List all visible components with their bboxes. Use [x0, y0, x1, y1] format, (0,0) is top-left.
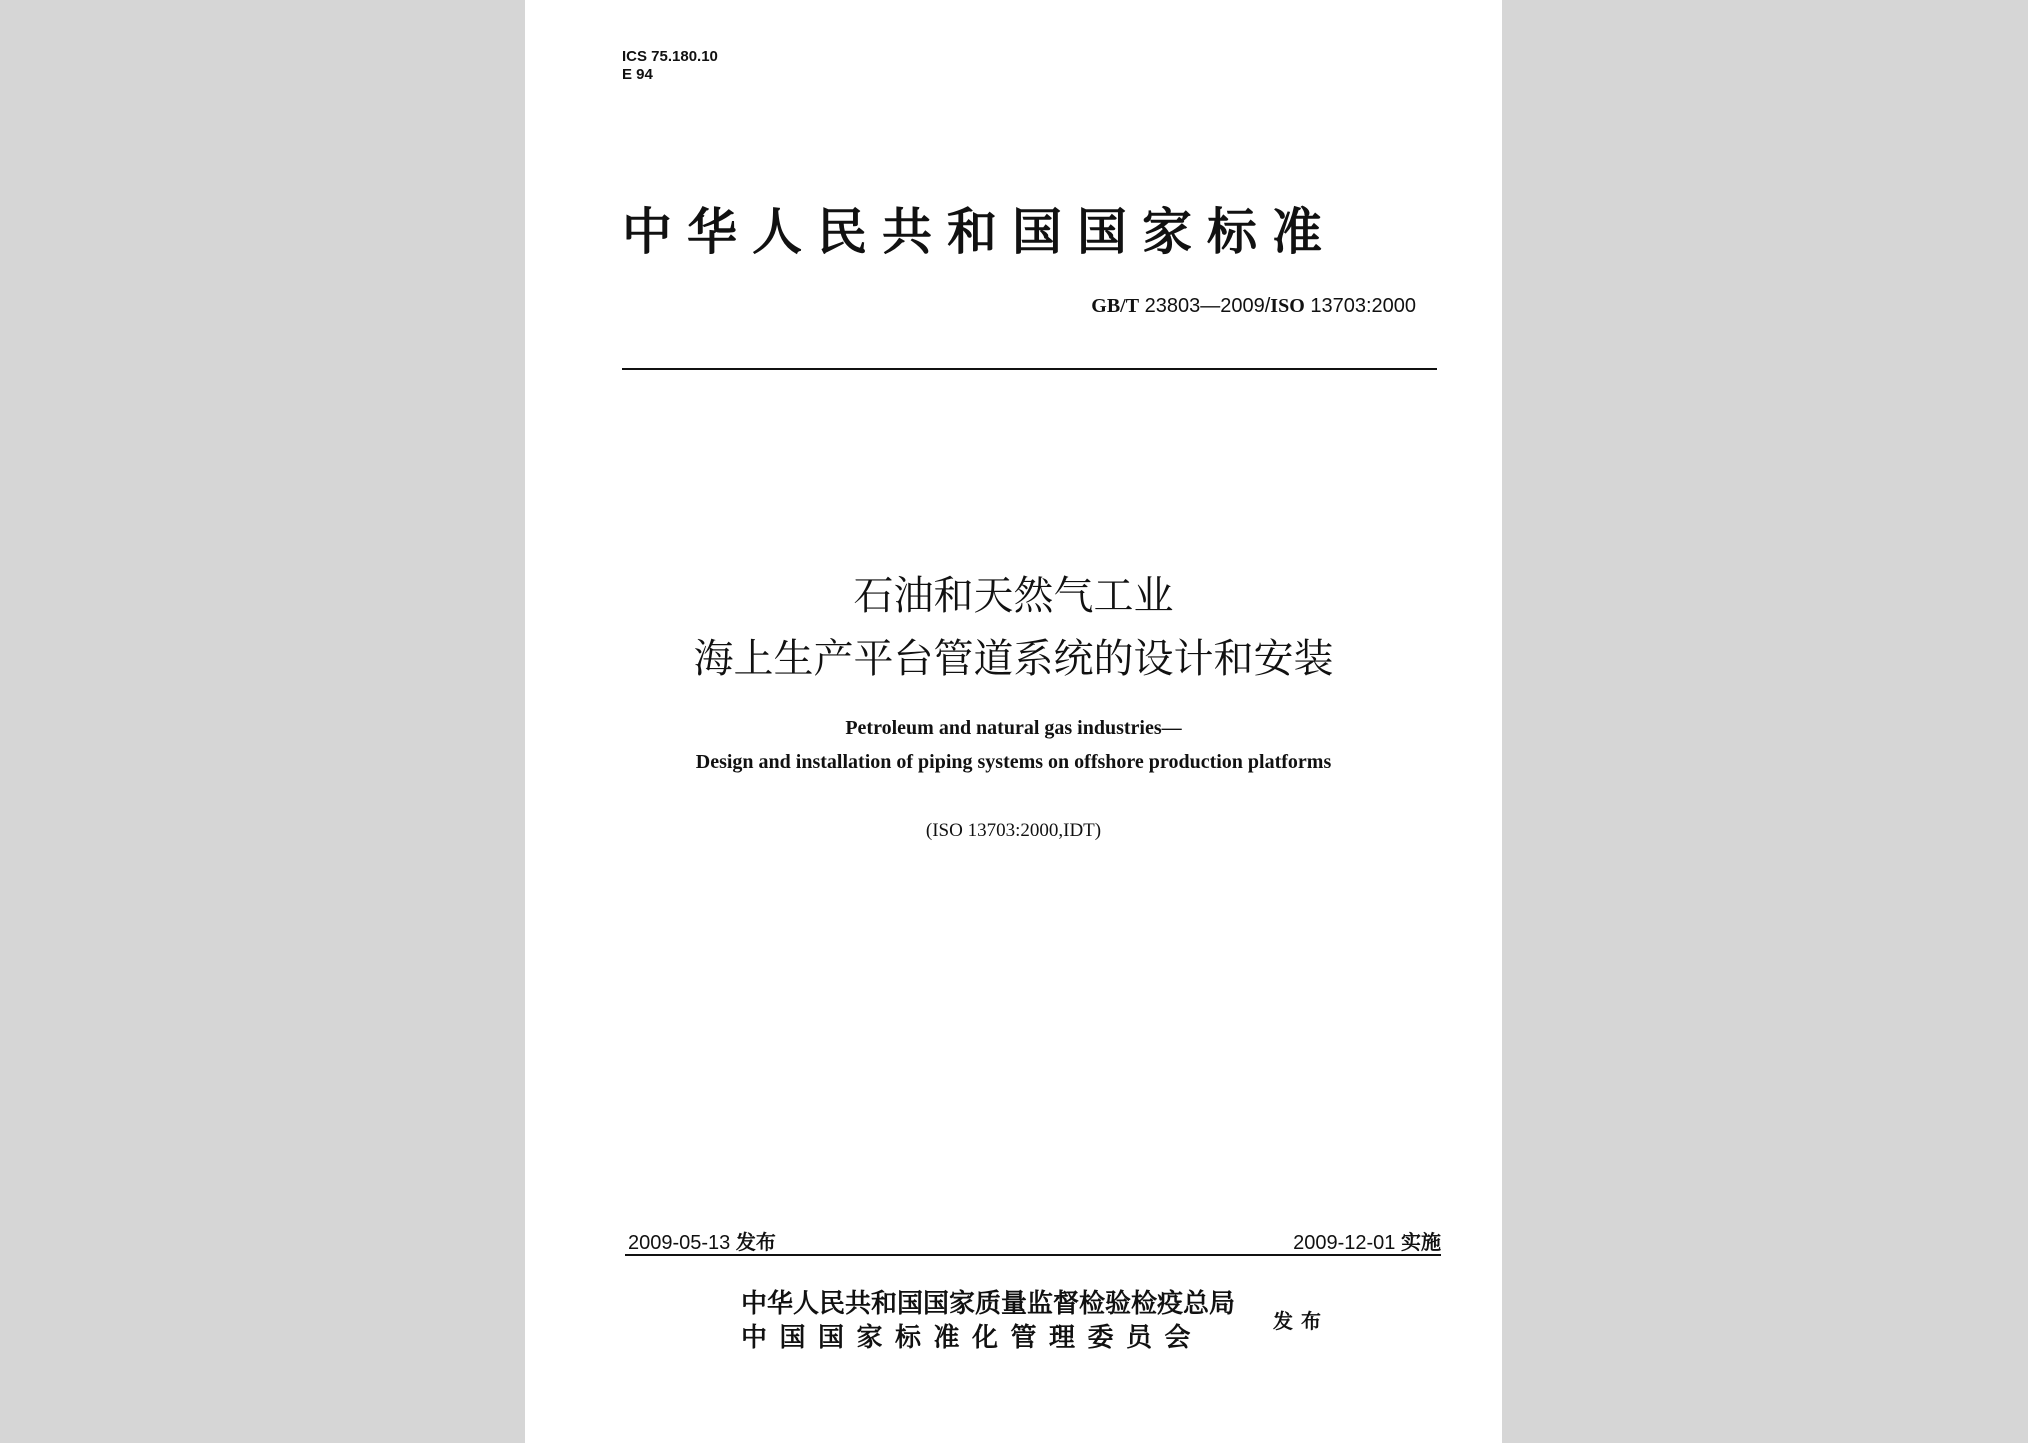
publisher-line2: 中国国家标准化管理委员会 — [741, 1323, 1204, 1353]
title-en-line2: Design and installation of piping systems on offshore production platforms — [695, 751, 1332, 773]
footer-divider — [625, 1254, 1441, 1256]
title-cn-line2: 海上生产平台管道系统的设计和安装 — [693, 636, 1334, 682]
standard-code: 23803—2009/ — [1144, 295, 1271, 317]
publisher-line1: 中华人民共和国国家质量监督检验检疫总局 — [741, 1289, 1236, 1319]
iso-prefix: ISO — [1270, 295, 1305, 317]
implementation-date — [1293, 1226, 1441, 1255]
standard-number — [1091, 295, 1416, 318]
publisher-block — [741, 1287, 1235, 1355]
publish-label: 发布 — [1273, 1309, 1329, 1333]
ics-code: ICS 75.180.10 — [622, 48, 718, 65]
classification-codes — [622, 48, 718, 84]
issue-date — [628, 1226, 776, 1255]
implementation-label: 实施 — [1401, 1230, 1441, 1254]
issue-date-value: 2009-05-13 — [628, 1232, 731, 1254]
adoption-note: (ISO 13703:2000,IDT) — [925, 820, 1102, 841]
national-standard-title: 中华人民共和国国家标准 — [622, 203, 1337, 261]
title-cn-line1: 石油和天然气工业 — [853, 573, 1174, 619]
ccs-code: E 94 — [622, 66, 653, 83]
header-divider — [622, 368, 1437, 370]
implementation-date-value: 2009-12-01 — [1293, 1232, 1396, 1254]
standard-prefix: GB/T — [1091, 295, 1140, 317]
title-en-line1: Petroleum and natural gas industries— — [845, 717, 1182, 739]
iso-code: 13703:2000 — [1310, 295, 1416, 317]
issue-label: 发布 — [735, 1230, 776, 1254]
document-page — [525, 0, 1502, 1443]
